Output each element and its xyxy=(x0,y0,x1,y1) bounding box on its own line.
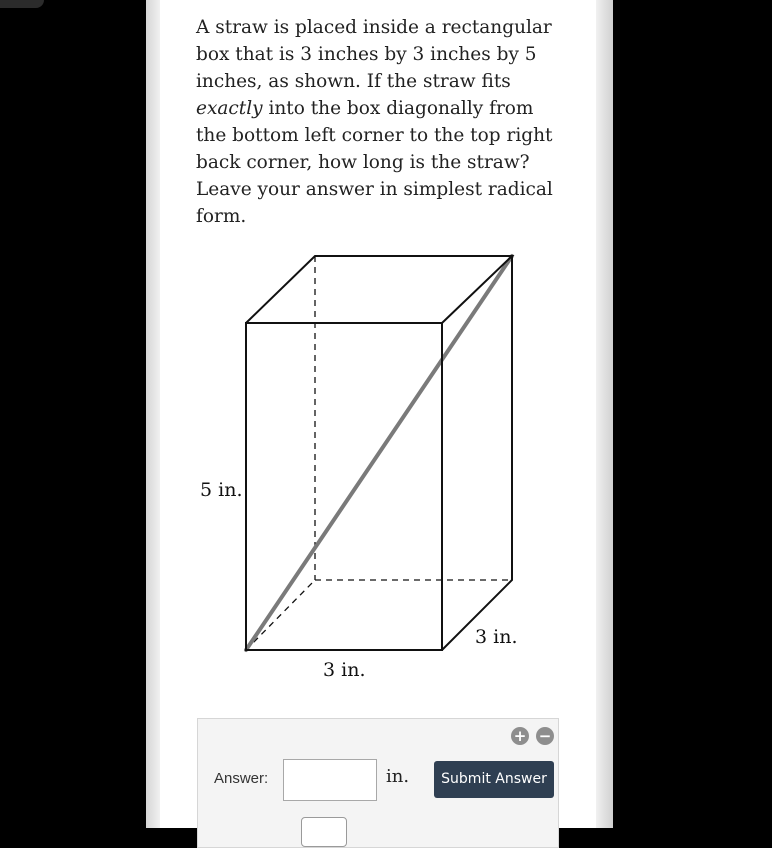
submit-answer-button[interactable]: Submit Answer xyxy=(434,761,554,798)
panel-shadow-left xyxy=(146,0,160,828)
depth-label: 3 in. xyxy=(475,626,518,648)
hidden-edge-left-bottom xyxy=(246,580,315,650)
right-face-edges xyxy=(442,256,512,650)
answer-box xyxy=(197,718,559,848)
front-face xyxy=(246,323,442,650)
box-diagram xyxy=(160,0,596,700)
question-panel xyxy=(160,0,596,828)
question-emphasis: exactly xyxy=(196,98,263,119)
minus-icon[interactable]: − xyxy=(536,727,554,745)
question-text-part2: into the box diagonally from the bottom left corner to the top right back corner, how long is the straw? Leave your answer in simplest radical form. xyxy=(196,98,553,227)
answer-label: Answer: xyxy=(214,770,269,787)
height-label: 5 in. xyxy=(200,479,243,501)
width-label: 3 in. xyxy=(323,659,366,681)
math-keyboard-button[interactable] xyxy=(301,817,347,847)
unit-label: in. xyxy=(386,766,410,787)
question-text-part1: A straw is placed inside a rectangular box that is 3 inches by 3 inches by 5 inches, as shown. If the straw fits xyxy=(196,17,552,92)
answer-input[interactable] xyxy=(283,759,377,801)
corner-tab xyxy=(0,0,44,8)
plus-icon[interactable]: + xyxy=(511,727,529,745)
panel-shadow-right xyxy=(596,0,613,828)
straw-diagonal xyxy=(246,256,512,650)
